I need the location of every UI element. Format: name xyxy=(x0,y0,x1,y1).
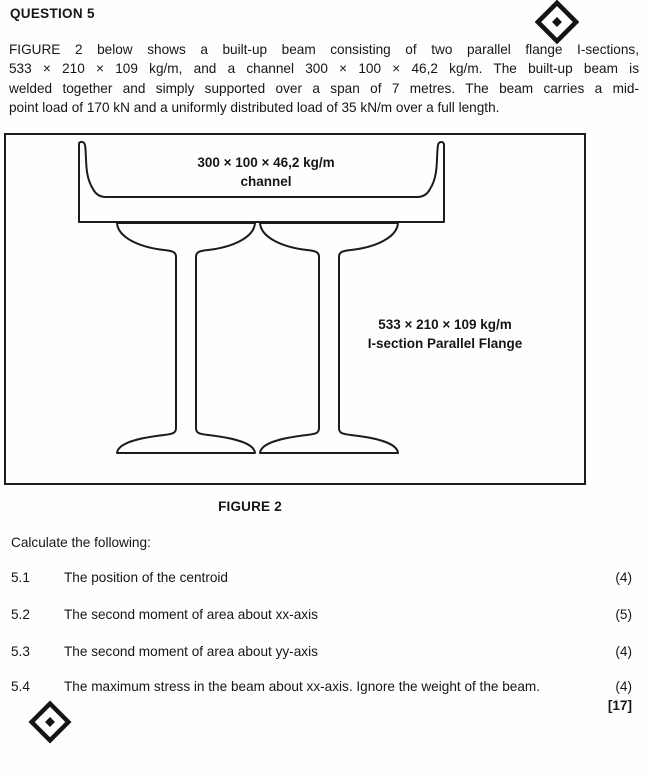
intro-line: welded together and simply supported over a span of 7 metres. The beam carries a mid- xyxy=(9,80,639,96)
question-text: The second moment of area about yy-axis xyxy=(64,644,318,659)
intro-line: FIGURE 2 below shows a built-up beam consisting of two parallel flange I-sections, xyxy=(9,42,639,57)
question-marks: (4) xyxy=(615,679,632,694)
question-text: The second moment of area about xx-axis xyxy=(64,607,318,622)
intro-paragraph xyxy=(9,40,639,118)
isection-label-name: I-section Parallel Flange xyxy=(367,336,523,351)
question-marks: (4) xyxy=(615,570,632,585)
diamond-dot xyxy=(45,717,55,727)
question-item xyxy=(0,607,648,625)
total-marks: [17] xyxy=(607,698,632,713)
calculate-lead: Calculate the following: xyxy=(11,535,151,550)
diamond-dot xyxy=(552,17,562,27)
figure-caption: FIGURE 2 xyxy=(218,499,282,514)
isection-label-size: 533 × 210 × 109 kg/m xyxy=(378,317,512,332)
figure-frame xyxy=(4,133,586,485)
question-marks: (4) xyxy=(615,644,632,659)
question-title: QUESTION 5 xyxy=(10,6,95,21)
question-number: 5.1 xyxy=(11,570,30,585)
question-item xyxy=(0,644,648,662)
question-number: 5.4 xyxy=(11,679,30,694)
channel-label xyxy=(116,153,416,191)
i-beam-left-outline xyxy=(117,223,255,453)
question-number: 5.2 xyxy=(11,607,30,622)
question-number: 5.3 xyxy=(11,644,30,659)
isection-label xyxy=(340,315,550,353)
intro-line: point load of 170 kN and a uniformly distributed load of 35 kN/m over a full length. xyxy=(9,100,500,116)
question-marks: (5) xyxy=(615,607,632,622)
question-text: The position of the centroid xyxy=(64,570,228,585)
diamond-icon xyxy=(28,700,72,744)
channel-label-name: channel xyxy=(240,174,292,189)
question-text: The maximum stress in the beam about xx-axis. Ignore the weight of the beam. xyxy=(64,679,541,694)
diamond-icon xyxy=(535,0,579,44)
question-item xyxy=(0,679,648,697)
channel-label-size: 300 × 100 × 46,2 kg/m xyxy=(197,155,335,170)
intro-line: 533 × 210 × 109 kg/m, and a channel 300 × 100 × 46,2 kg/m. The built-up beam is xyxy=(9,61,639,77)
question-item xyxy=(0,570,648,588)
